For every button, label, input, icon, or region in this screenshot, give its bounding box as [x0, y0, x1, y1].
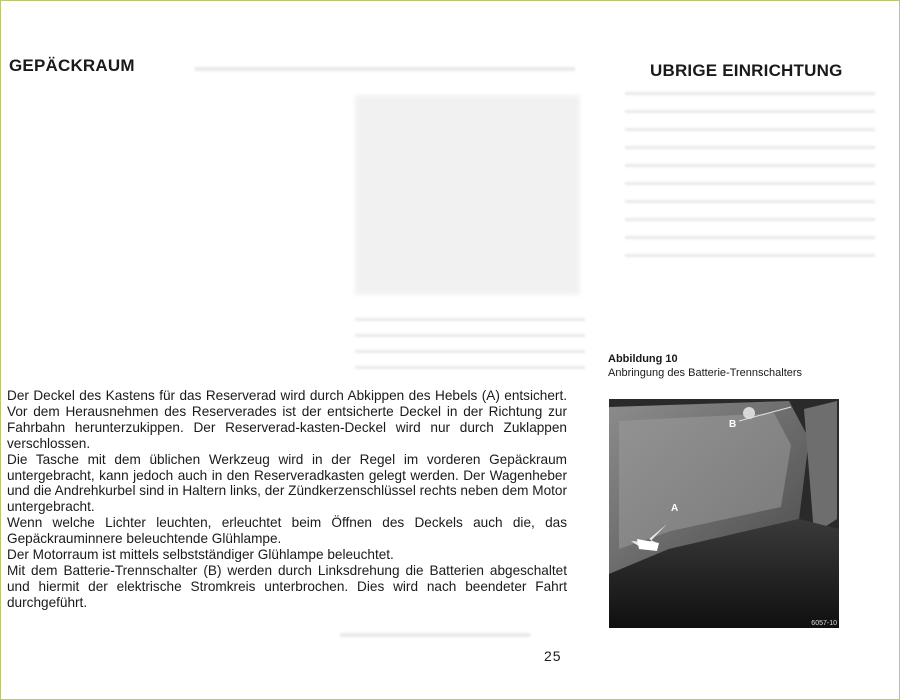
- bleed-through-heading: [195, 67, 575, 71]
- bleed-through-text-line: [625, 218, 875, 221]
- bleed-through-text-line: [625, 236, 875, 239]
- marker-b: B: [729, 419, 737, 430]
- bleed-through-text-line: [625, 110, 875, 113]
- body-text: [7, 388, 567, 611]
- bleed-through-text-line: [355, 318, 585, 321]
- bleed-through-text-line: [355, 334, 585, 337]
- figure-label: Abbildung 10: [608, 353, 678, 365]
- bleed-through-photo: [355, 95, 580, 295]
- page-number: 25: [544, 648, 562, 664]
- bleed-through-text-line: [625, 254, 875, 257]
- paragraph: Mit dem Batterie-Trennschalter (B) werden durch Linksdrehung die Batterien abgeschaltet und hiermit der elektrische Stromkreis unterbrochen. Dies wird nach beendeter Fahrt durchgeführt.: [7, 562, 567, 610]
- photo-code: 6057-10: [811, 620, 837, 627]
- bleed-through-text-line: [625, 128, 875, 131]
- bleed-through-text-line: [625, 182, 875, 185]
- paragraph: Wenn welche Lichter leuchten, erleuchtet beim Öffnen des Deckels auch die, das Gepäckrauminnere beleuchtende Glühlampe.: [7, 515, 567, 547]
- paragraph: Der Deckel des Kastens für das Reserverad wird durch Abkippen des Hebels (A) entsichert. Vor dem Herausnehmen des Reserverades ist der entsicherte Deckel in der Richtung zur Fahrbahn herunterzukippen. Der Reserverad-kasten-Deckel wird nur durch Zuklappen verschlossen.: [7, 388, 567, 451]
- figure-photo: [609, 399, 839, 628]
- bleed-through-text-line: [625, 200, 875, 203]
- marker-a: A: [671, 503, 679, 514]
- page-title-right: UBRIGE EINRICHTUNG: [650, 61, 843, 80]
- bleed-through-text-line: [355, 366, 585, 369]
- bleed-through-text-line: [625, 164, 875, 167]
- photo-illustration: [609, 399, 839, 628]
- bleed-through-text-line: [355, 350, 585, 353]
- paragraph: Die Tasche mit dem üblichen Werkzeug wird in der Regel im vorderen Gepäckraum untergebracht, kann jedoch auch in den Reserveradkasten gelegt werden. Der Wagenheber und die Andrehkurbel sind in Haltern links, der Zündkerzenschlüssel rechts neben dem Motor untergebracht.: [7, 451, 567, 515]
- page-title-left: GEPÄCKRAUM: [9, 56, 135, 75]
- figure-caption: Anbringung des Batterie-Trennschalters: [608, 367, 803, 379]
- bleed-through-text-line: [625, 92, 875, 95]
- bleed-through-text-line: [625, 146, 875, 149]
- bleed-through-heading: [340, 633, 530, 637]
- paragraph: Der Motorraum ist mittels selbstständiger Glühlampe beleuchtet.: [7, 547, 394, 563]
